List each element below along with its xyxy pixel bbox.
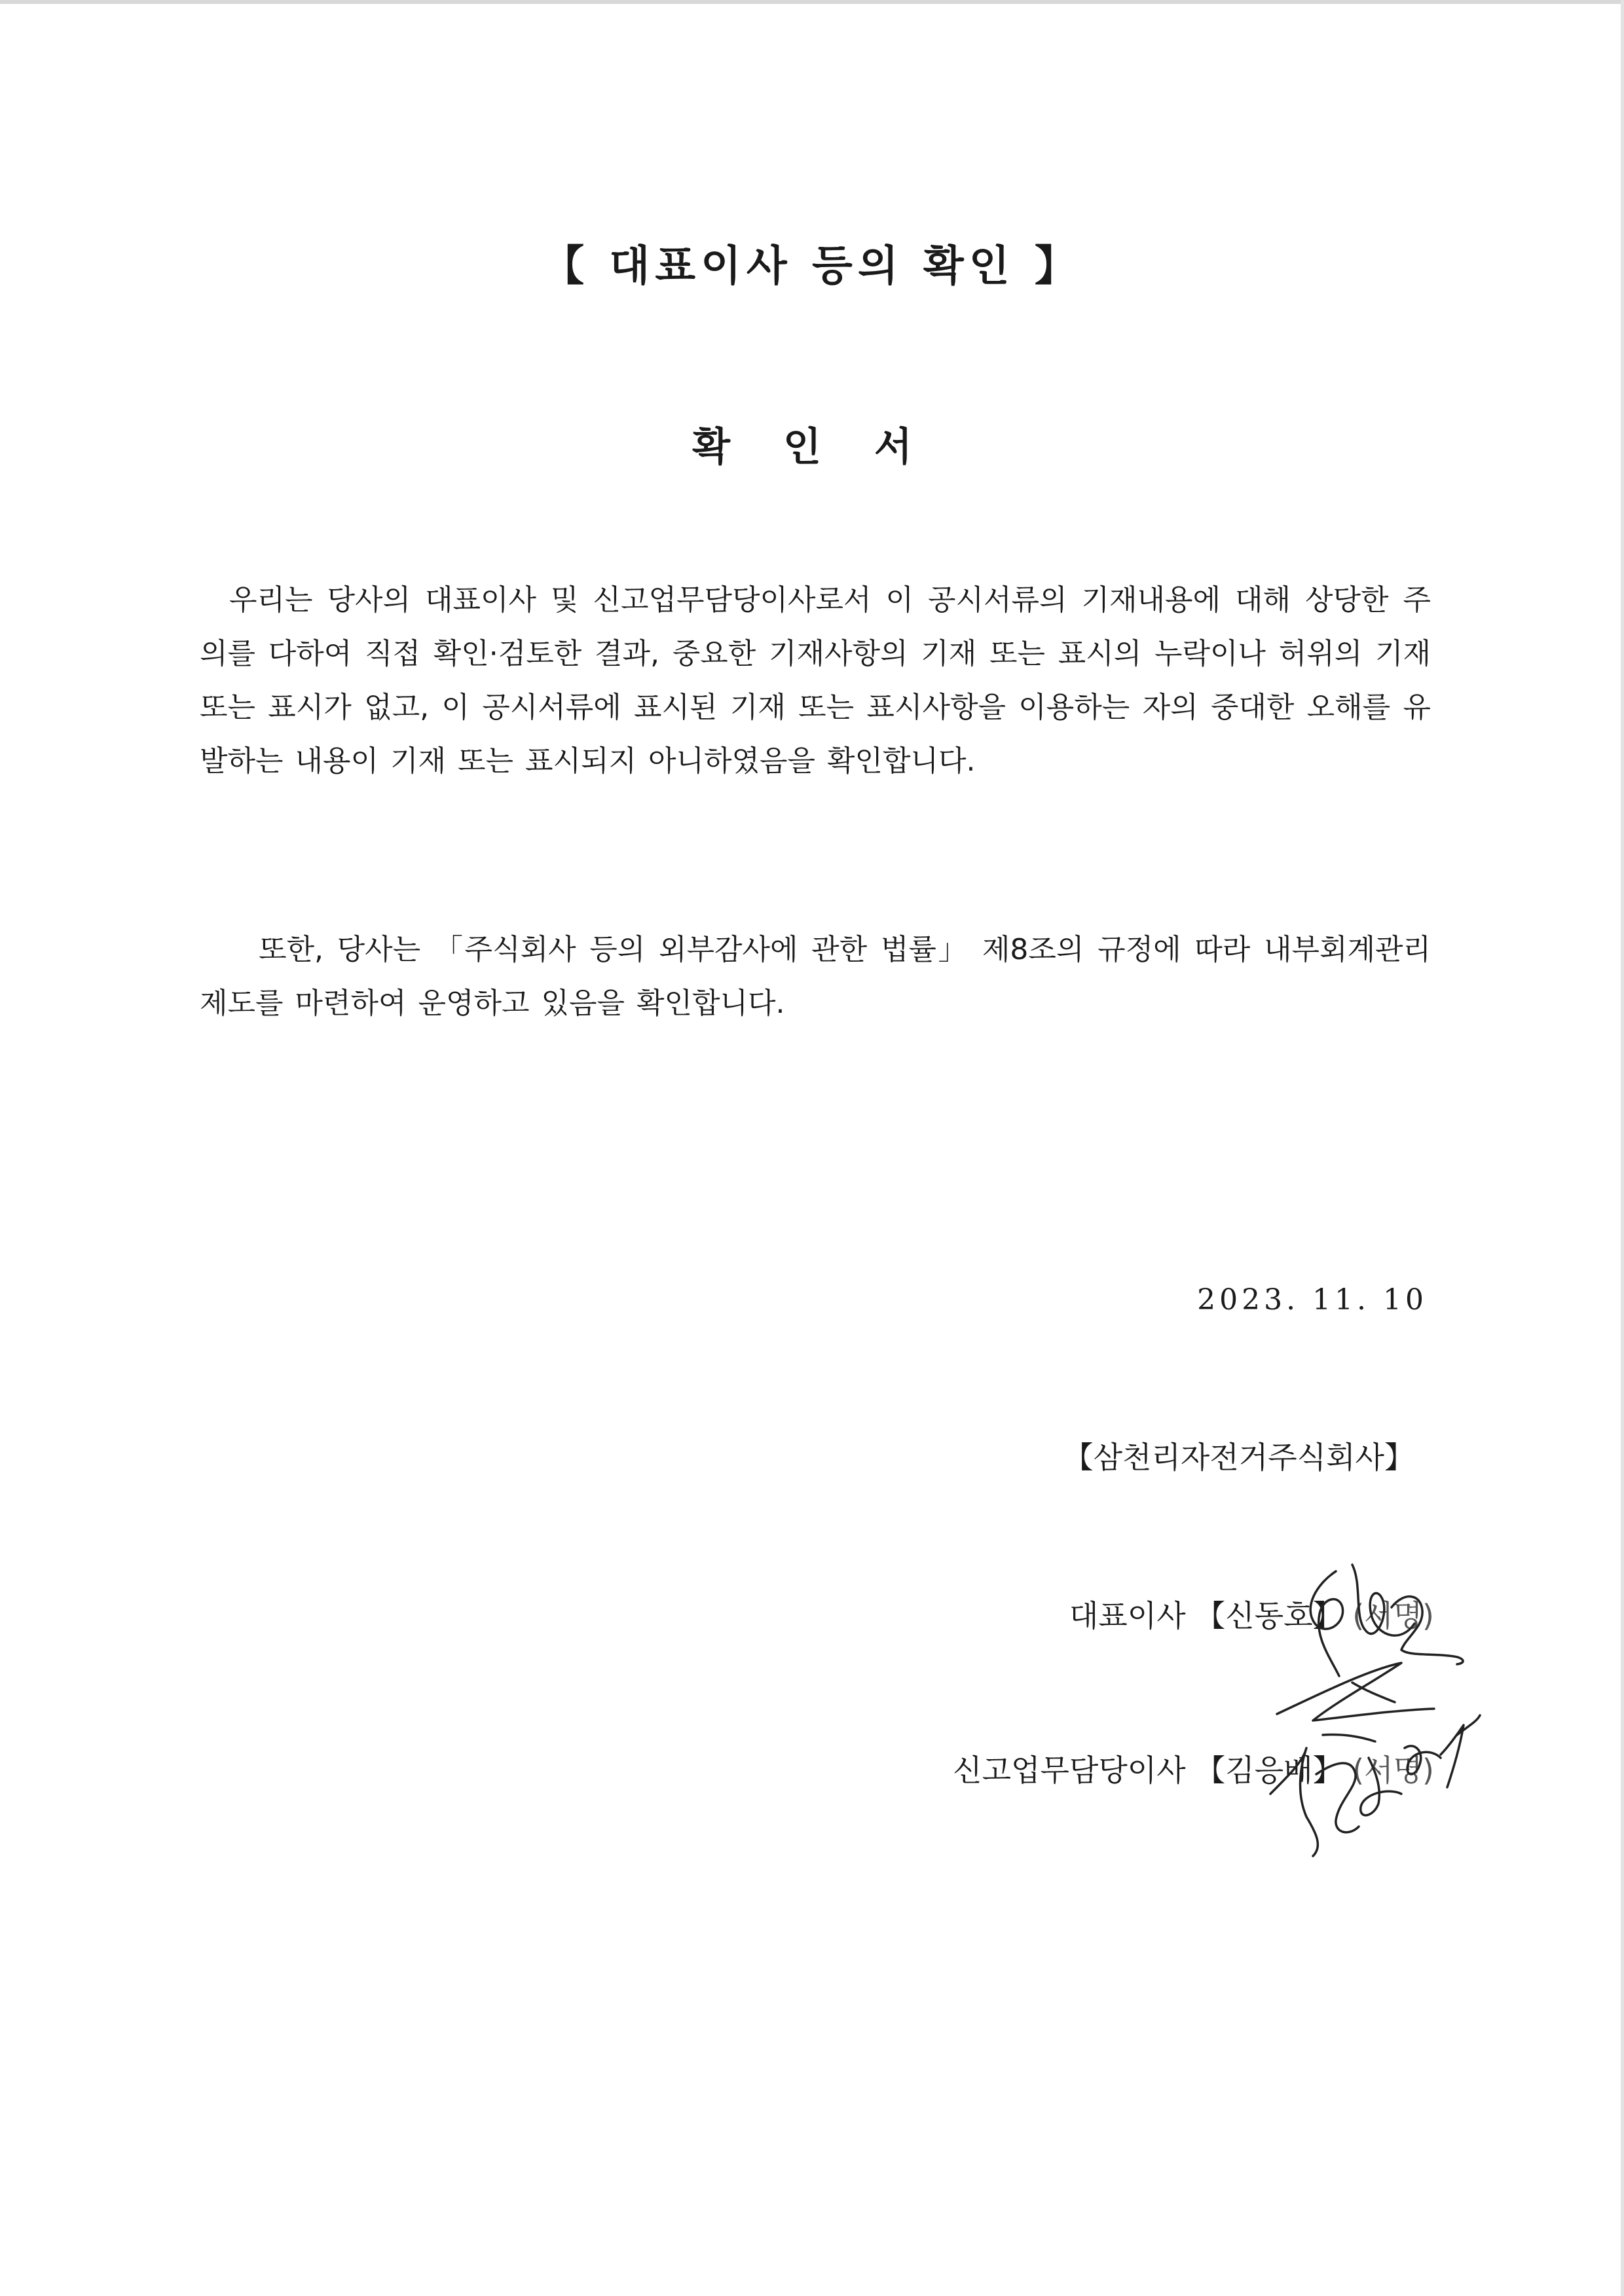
company-name: 【삼천리자전거주식회사】 — [1063, 1440, 1414, 1475]
officer-sign-label: (서명) — [1352, 1753, 1434, 1788]
scan-edge — [1621, 0, 1624, 2296]
ceo-role: 대표이사 — [1069, 1598, 1186, 1633]
officer-role: 신고업무담당이사 — [953, 1753, 1186, 1788]
ceo-handwritten-signature-icon — [1238, 1545, 1486, 1735]
ceo-signature-line — [1069, 1592, 1434, 1635]
officer-name: 【김응배】 — [1195, 1753, 1343, 1788]
document-date: 2023. 11. 10 — [1197, 1283, 1428, 1317]
officer-signature-line — [953, 1747, 1434, 1790]
ceo-name: 【신동호】 — [1195, 1598, 1343, 1633]
ceo-sign-label: (서명) — [1352, 1598, 1434, 1633]
confirmation-paragraph: 우리는 당사의 대표이사 및 신고업무담당이사로서 이 공시서류의 기재내용에 대해 상당한 주의를 다하여 직접 확인·검토한 결과, 중요한 기재사항의 기재 또는 표시의 누락이나 허위의 기재 또는 표시가 없고, 이 공시서류에 표시된 기재 또는 표시사항을 이용하는 자의 중대한 오해를 유발하는 내용이 기재 또는 표시되지 아니하였음을 확인합니다. — [200, 583, 1431, 778]
internal-control-paragraph: 또한, 당사는 「주식회사 등의 외부감사에 관한 법률」 제8조의 규정에 따라 내부회계관리제도를 마련하여 운영하고 있음을 확인합니다. — [200, 933, 1431, 1020]
scan-edge — [0, 0, 1624, 4]
section-heading: 【 대표이사 등의 확인 】 — [542, 242, 1082, 291]
document-title: 확 인 서 — [692, 424, 932, 470]
